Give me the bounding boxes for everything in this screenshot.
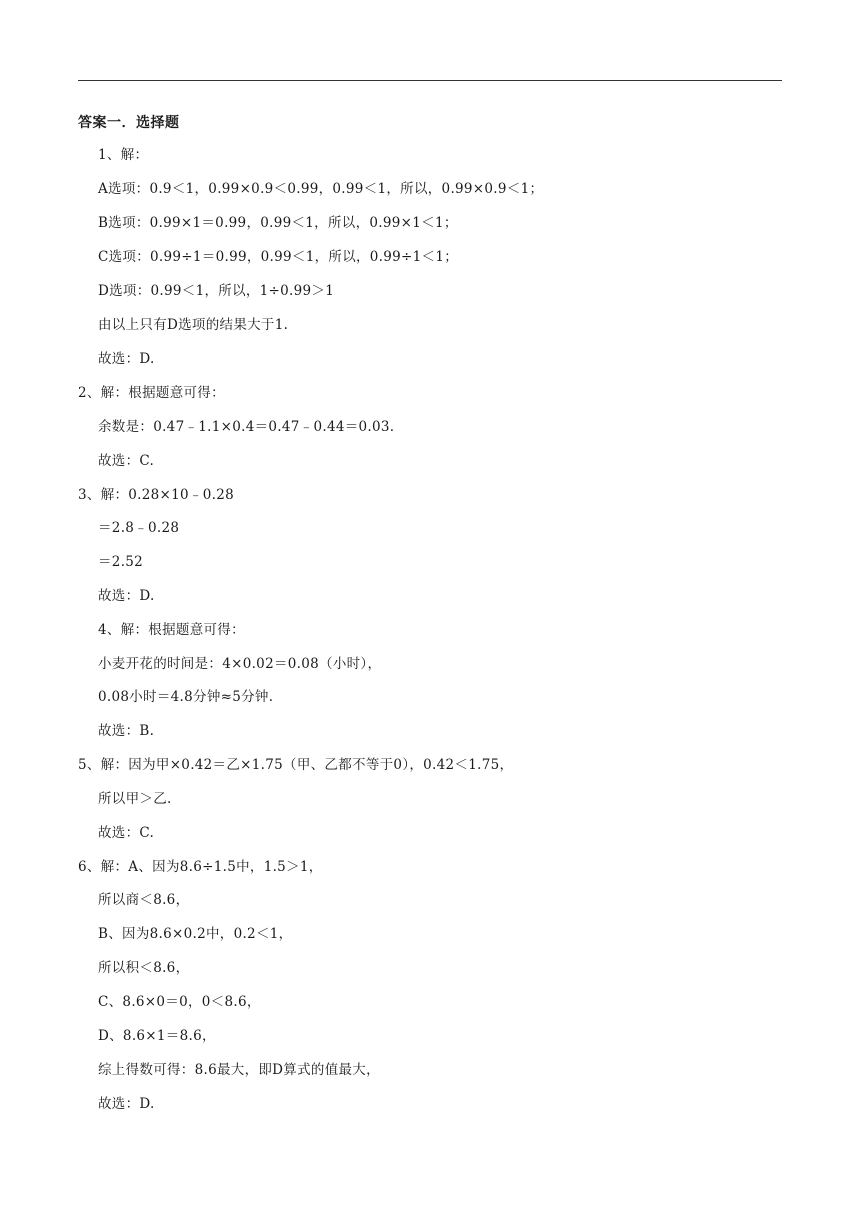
answer-line: 5、解：因为甲×0.42＝乙×1.75（甲、乙都不等于0），0.42＜1.75， (78, 757, 514, 773)
answer-line: 0.08小时＝4.8分钟≈5分钟. (98, 689, 274, 705)
answer-line: 故选：C. (98, 453, 155, 469)
answer-line: 故选：D. (98, 1096, 155, 1112)
answer-line: 故选：B. (98, 723, 155, 739)
answer-line: D、8.6×1＝8.6， (98, 1028, 216, 1044)
answer-line: 2、解：根据题意可得： (78, 385, 225, 401)
answer-line: 故选：D. (98, 588, 155, 604)
answer-line: ＝2.8﹣0.28 (98, 520, 180, 536)
answer-line: 由以上只有D选项的结果大于1. (98, 317, 289, 333)
answer-line: 1、解： (98, 147, 149, 163)
answer-line: C、8.6×0＝0，0＜8.6， (98, 994, 261, 1010)
answer-line: 小麦开花的时间是：4×0.02＝0.08（小时）， (98, 656, 382, 672)
answer-line: D选项：0.99＜1，所以，1÷0.99＞1 (98, 283, 335, 299)
answer-line: 余数是：0.47﹣1.1×0.4＝0.47﹣0.44＝0.03. (98, 419, 395, 435)
answer-line: 所以甲＞乙. (98, 791, 172, 807)
answer-line: 所以商＜8.6， (98, 892, 190, 908)
answer-line: 故选：C. (98, 825, 155, 841)
answer-line: 6、解：A、因为8.6÷1.5中，1.5＞1， (78, 859, 323, 875)
section-heading: 答案一．选择题 (78, 115, 180, 131)
answer-line: C选项：0.99÷1＝0.99，0.99＜1，所以，0.99÷1＜1； (98, 249, 459, 265)
answer-line: 4、解：根据题意可得： (98, 622, 245, 638)
answer-line: 3、解：0.28×10﹣0.28 (78, 487, 234, 503)
answer-line: B、因为8.6×0.2中，0.2＜1， (98, 926, 293, 942)
answer-line: A选项：0.9＜1，0.99×0.9＜0.99，0.99＜1，所以，0.99×0.9＜1； (98, 181, 544, 197)
answer-line: 综上得数可得：8.6最大，即D算式的值最大， (98, 1062, 380, 1078)
answer-line: ＝2.52 (98, 554, 144, 570)
header-rule (78, 80, 782, 81)
answer-line: B选项：0.99×1＝0.99，0.99＜1，所以，0.99×1＜1； (98, 215, 458, 231)
answer-line: 故选：D. (98, 351, 155, 367)
answer-line: 所以积＜8.6， (98, 960, 190, 976)
